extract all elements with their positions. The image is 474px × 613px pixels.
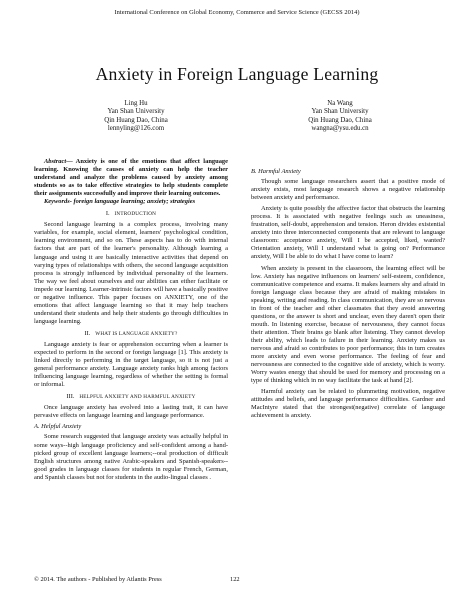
keywords-text: foreign language learning; anxiety; strategies: [71, 198, 196, 206]
author-email[interactable]: lennyling@126.com: [107, 125, 165, 133]
harmful-anxiety-paragraph-3: When anxiety is present in the classroom, the learning effect will be low. Anxiety has negative influences on learners' self-esteem, confidence, communicative competence and exams. It makes learners shy and afraid in foreign language class because they are afraid of making mistakes in speaking, writing and reading. In class communication, they are so nervous in front of the teacher and other classmates that they avoid answering questions, or the answer is short and unclear, even they daren't open their mouth. In listening exercise, because of nervousness, they cannot focus their attention. Their brains go blank after listening. They cannot develop their ability, which leads to failure in their learning. Anxiety makes us nervous and afraid so contributes to poor performance; this in turn creates more anxiety and even worse performance. The feeling of fear and nervousness are connected to the cognitive side of anxiety, which is worry. Worry wastes energy that should be used for memory and processing on a type of thinking which in no way facilitate the task at hand [2].: [251, 264, 445, 385]
author-affiliation: Yan Shan University: [311, 108, 369, 116]
author-name: Na Wang: [327, 100, 353, 107]
author-location: Qin Huang Dao, China: [308, 116, 372, 124]
subsection-heading-b: B. Harmful Anxiety: [251, 168, 301, 175]
abstract: [34, 158, 228, 198]
paper-title: Anxiety in Foreign Language Learning: [95, 64, 379, 84]
footer-copyright: © 2014. The authors - Published by Atlantis Press: [34, 576, 162, 583]
keywords-label: Keywords-: [44, 198, 72, 206]
right-column: [251, 158, 445, 420]
section-heading-3: [34, 393, 228, 401]
keywords: [34, 198, 228, 206]
author-block-2: [260, 100, 420, 134]
author-location: Qin Huang Dao, China: [104, 116, 168, 124]
section-number: II.: [84, 329, 91, 337]
author-affiliation: Yan Shan University: [107, 108, 165, 116]
section-2-paragraph: Language anxiety is fear or apprehension occurring when a learner is expected to perform in the second or foreign language [1]. This anxiety is linked directly to performing in the target language, so it is not just a general performance anxiety. Language anxiety ranks high among factors influencing language learning, regardless of whether the setting is formal or informal.: [34, 340, 228, 389]
intro-paragraph: Second language learning is a complex process, involving many variables, for example, social element, learners' psychological condition, learning environment, and so on. These aspects has to do with internal factors that are part of the learner's personality. Although learning a language and using it are basically interactive activities that depend on varying types of relationships with others, the second language acquisition process is strongly influenced by individual personality of the learners. The way we feel about ourselves and our abilities can either facilitate or impede our learning. Learner-intrinsic factors will have a basically positive or negative influence. This paper focuses on ANXIETY, one of the emotions that affect language learning so that it may help teachers understand their students and help their students go through difficulties in language learning.: [34, 221, 228, 325]
author-block-1: [56, 100, 216, 134]
section-3-paragraph: Once language anxiety has evolved into a lasting trait, it can have pervasive effects on language learning and language performance.: [34, 404, 228, 420]
harmful-anxiety-paragraph-2: Anxiety is quite possibly the affective factor that obstructs the learning process. It is associated with negative feelings such as uneasiness, frustration, self-doubt, apprehension and tension. Heron divides existential anxiety into three interconnected components that are relevant to language classroom: acceptance anxiety, Will I be accepted, liked, wanted? Orientation anxiety, Will I understand what is going on? Performance anxiety, Will I be able to do what I have come to learn?: [251, 205, 445, 261]
section-title: HELPFUL ANXIETY AND HARMFUL ANXIETY: [79, 394, 196, 401]
section-title: WHAT IS LANGUAGE ANXIETY?: [95, 330, 178, 337]
page-number: 122: [230, 576, 240, 583]
section-heading-1: [34, 210, 228, 218]
author-email[interactable]: wangna@ysu.edu.cn: [311, 125, 369, 133]
left-column: [34, 158, 228, 482]
author-name: Ling Hu: [124, 100, 148, 107]
harmful-anxiety-paragraph-4: Harmful anxiety can be related to plummeting motivation, negative attitudes and beliefs, and language performance difficulties. Gardner and MacIntyre stated that the strongest(negative) correlate of language achievement is anxiety.: [251, 388, 445, 420]
abstract-text: — Anxiety is one of the emotions that affect language learning. Knowing the causes of anxiety can help the teacher understand and analyze the problems caused by anxiety among students so as to take effective strategies to help students complete their assignments successfully and improve their learning outcomes.: [34, 158, 228, 198]
subsection-heading-a: A. Helpful Anxiety: [34, 423, 82, 431]
section-number: I.: [105, 210, 110, 218]
conference-header: International Conference on Global Economy, Commerce and Service Science (GECSS 2014): [114, 9, 360, 16]
section-title: INTRODUCTION: [114, 211, 157, 218]
section-heading-2: [34, 330, 228, 338]
section-number: III.: [66, 393, 75, 401]
abstract-label: Abstract: [44, 158, 67, 165]
helpful-anxiety-paragraph: Some research suggested that language anxiety was actually helpful in some ways--high language proficiency and self-confident among a hand-picked group of excellent language learners;--oral production of difficult English structures among native Arabic-speakers and Spanish-speakers--good grades in language classes for students in regular French, German, and Spanish classes but not for students in the audio-lingual classes .: [34, 433, 228, 481]
harmful-anxiety-paragraph-1: Though some language researchers assert that a positive mode of anxiety exists, most language research shows a negative relationship between anxiety and performance.: [251, 178, 445, 202]
